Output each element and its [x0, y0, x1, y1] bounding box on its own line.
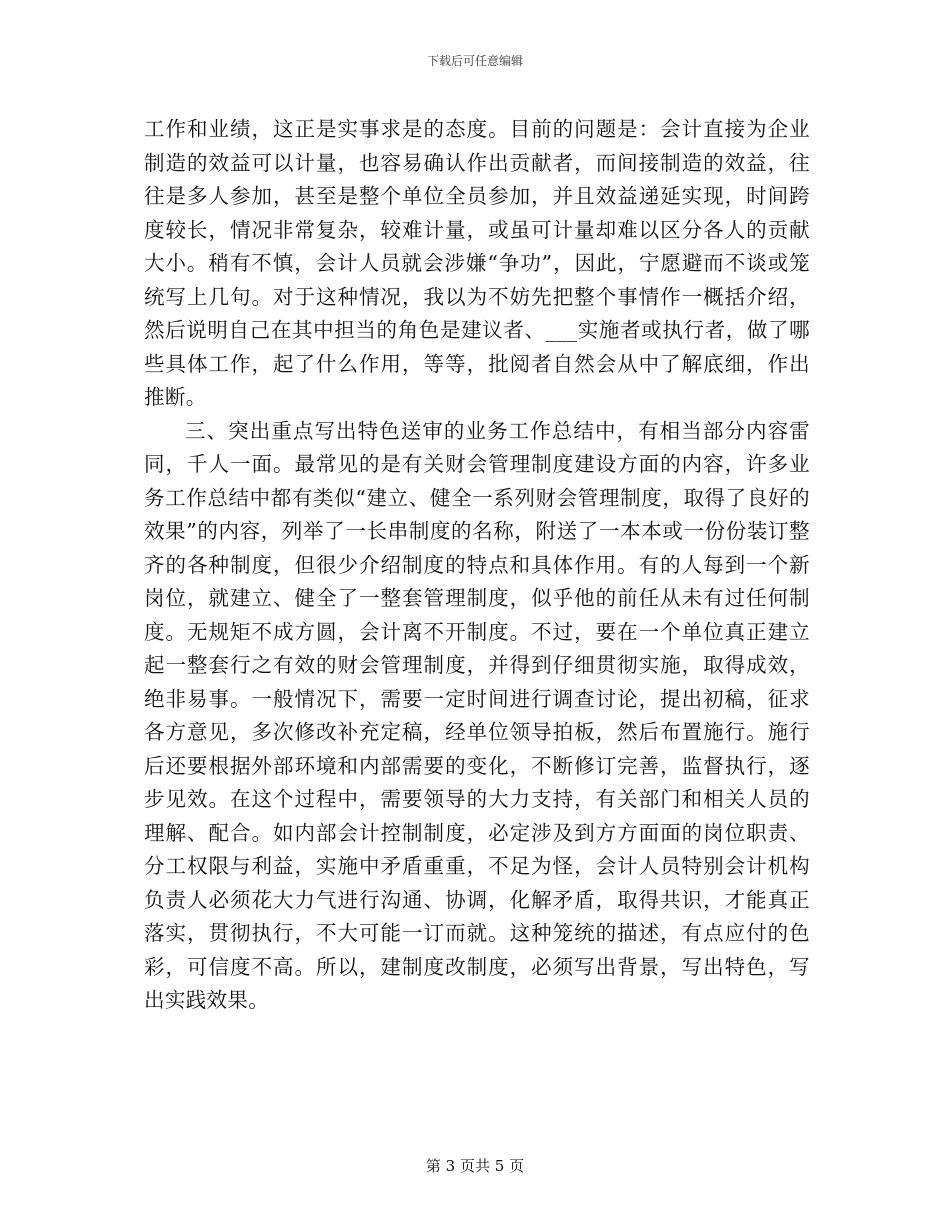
page-number: 第 3 页共 5 页	[425, 1157, 525, 1175]
paragraph-1: 工作和业绩，这正是实事求是的态度。目前的问题是：会计直接为企业制造的效益可以计量，也容易确认作出贡献者，而间接制造的效益，往往是多人参加，甚至是整个单位全员参加，并且效益递延实现，时间跨度较长，情况非常复杂，较难计量，或虽可计量却难以区分各人的贡献大小。稍有不慎，会计人员就会涉嫌“争功”，因此，宁愿避而不谈或笼统写上几句。对于这种情况，我以为不妨先把整个事情作一概括介绍，然后说明自己在其中担当的角色是建议者、___实施者或执行者，做了哪些具体工作，起了什么作用，等等，批阅者自然会从中了解底细，作出推断。	[144, 117, 810, 409]
paragraph-2: 三、突出重点写出特色送审的业务工作总结中，有相当部分内容雷同，千人一面。最常见的是有关财会管理制度建设方面的内容，许多业务工作总结中都有类似“建立、健全一系列财会管理制度，取得了良好的效果”的内容，列举了一长串制度的名称，附送了一本本或一份份装订整齐的各种制度，但很少介绍制度的特点和具体作用。有的人每到一个新岗位，就建立、健全了一整套管理制度，似乎他的前任从未有过任何制度。无规矩不成方圆，会计离不开制度。不过，要在一个单位真正建立起一整套行之有效的财会管理制度，并得到仔细贯彻实施，取得成效，绝非易事。一般情况下，需要一定时间进行调查讨论，提出初稿，征求各方意见，多次修改补充定稿，经单位领导拍板，然后布置施行。施行后还要根据外部环境和内部需要的变化，不断修订完善，监督执行，逐步见效。在这个过程中，需要领导的大力支持，有关部门和相关人员的理解、配合。如内部会计控制制度，必定涉及到方方面面的岗位职责、分工权限与利益，实施中矛盾重重，不足为怪，会计人员特别会计机构负责人必须花大力气进行沟通、协调，化解矛盾，取得共识，才能真正落实，贯彻执行，不大可能一订而就。这种笼统的描述，有点应付的色彩，可信度不高。所以，建制度改制度，必须写出背景，写出特色，写出实践效果。	[144, 418, 810, 1012]
page-header: 下载后可任意编辑	[426, 54, 523, 68]
document-body	[144, 113, 810, 1018]
